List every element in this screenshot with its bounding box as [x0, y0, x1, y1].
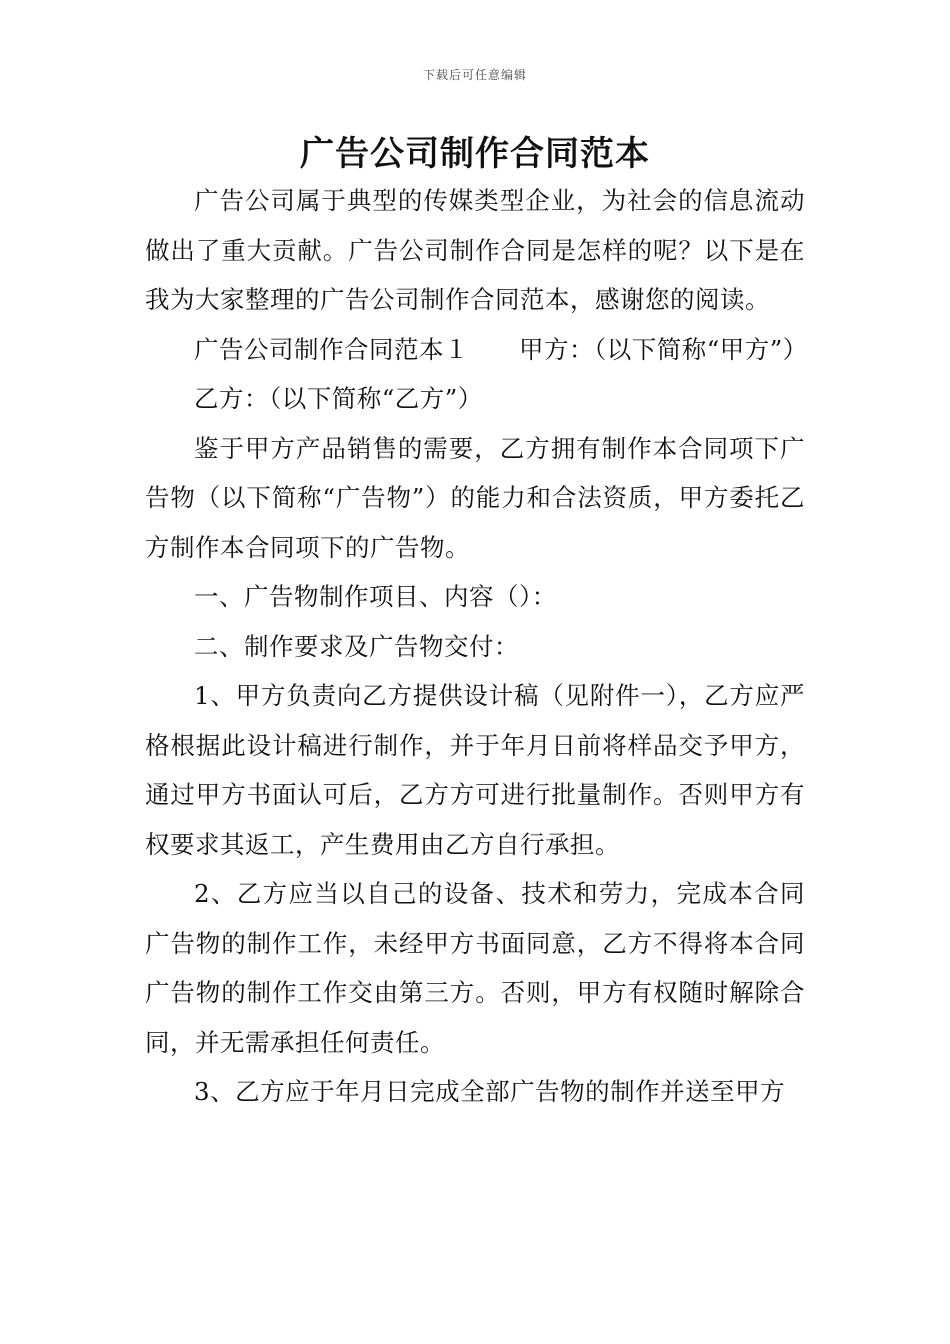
paragraph-clause-3: 3、乙方应于年月日完成全部广告物的制作并送至甲方: [194, 1077, 786, 1106]
paragraph-intro: 广告公司属于典型的传媒类型企业，为社会的信息流动做出了重大贡献。广告公司制作合同是怎样的呢？以下是在我为大家整理的广告公司制作合同范本，感谢您的阅读。: [145, 186, 805, 314]
paragraph-clause-2: 2、乙方应当以自己的设备、技术和劳力，完成本合同广告物的制作工作，未经甲方书面同意，乙方不得将本合同广告物的制作工作交由第三方。否则，甲方有权随时解除合同，并无需承担任何责任。: [145, 879, 805, 1057]
document-body: [145, 176, 808, 1117]
paragraph-clause-1: 1、甲方负责向乙方提供设计稿（见附件一），乙方应严格根据此设计稿进行制作，并于年月日前将样品交予甲方，通过甲方书面认可后，乙方方可进行批量制作。否则甲方有权要求其返工，产生费用由乙方自行承担。: [145, 681, 805, 859]
document-title: 广告公司制作合同范本: [300, 134, 650, 174]
paragraph-party-a: 广告公司制作合同范本１ 甲方：（以下简称“甲方”）: [194, 334, 808, 364]
paragraph-section-2: 二、制作要求及广告物交付：: [194, 631, 519, 661]
paragraph-whereas: 鉴于甲方产品销售的需要，乙方拥有制作本合同项下广告物（以下简称“广告物”）的能力和合法资质，甲方委托乙方制作本合同项下的广告物。: [145, 433, 805, 562]
page-header-note: 下载后可任意编辑: [422, 68, 527, 82]
paragraph-party-b: 乙方：（以下简称“乙方”）: [194, 384, 483, 413]
paragraph-section-1: 一、广告物制作项目、内容（）：: [194, 582, 557, 611]
